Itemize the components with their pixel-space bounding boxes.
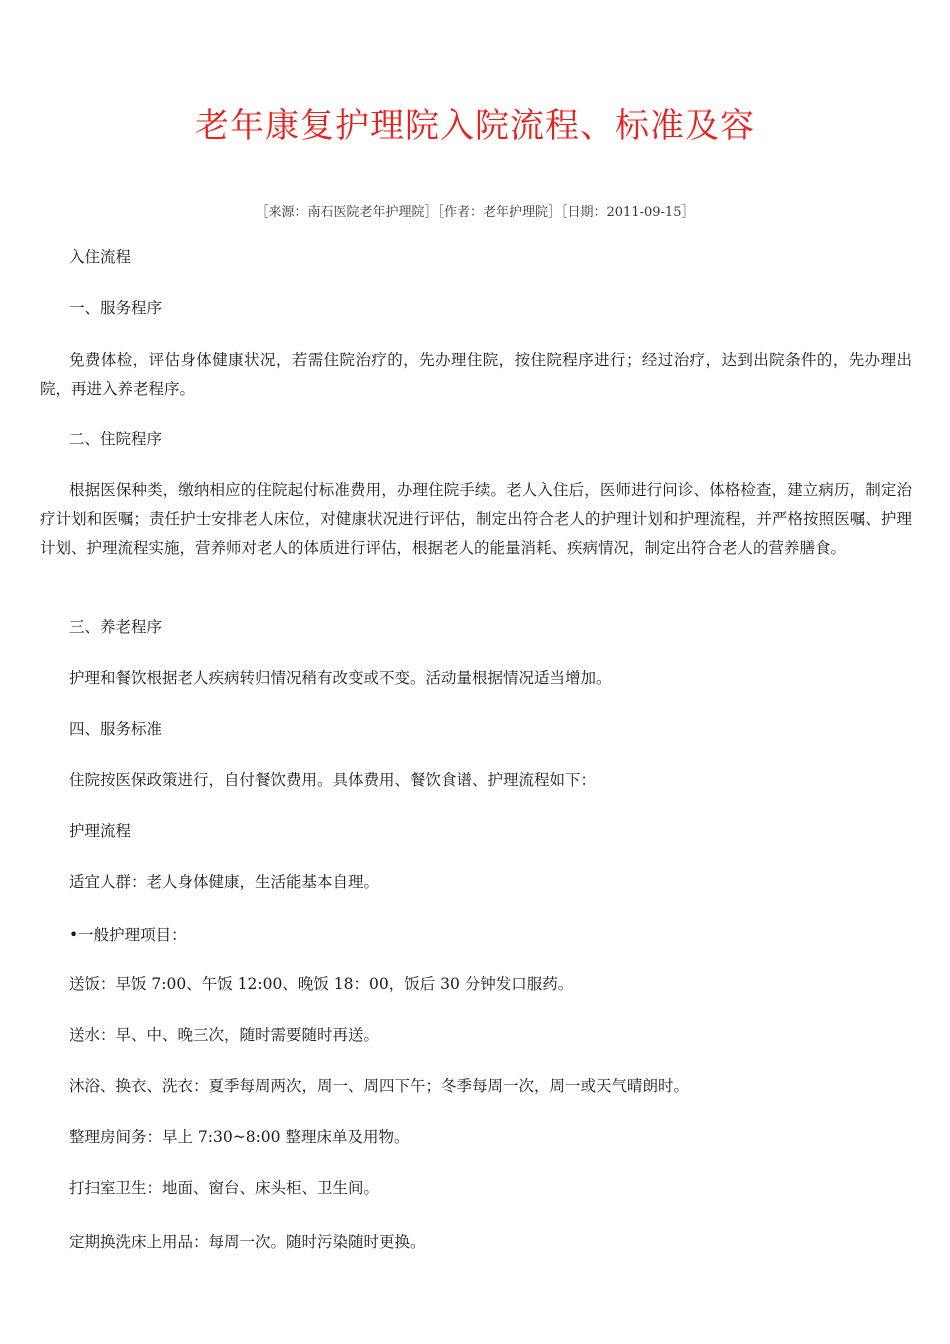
- paragraph-service-standard: 住院按医保政策进行，自付餐饮费用。具体费用、餐饮食谱、护理流程如下：: [69, 771, 597, 789]
- paragraph-hospitalization-procedure: 根据医保种类，缴纳相应的住院起付标准费用，办理住院手续。老人入住后，医师进行问诊、体格检查，建立病历，制定治疗计划和医嘱；责任护士安排老人床位，对健康状况进行评估，制定出符合老人的护理计划和护理流程，并严格按照医嘱、护理计划、护理流程实施，营养师对老人的体质进行评估，根据老人的能量消耗、疾病情况，制定出符合老人的营养膳食。: [40, 481, 912, 557]
- paragraph-elderly-care-procedure: 护理和餐饮根据老人疾病转归情况稍有改变或不变。活动量根据情况适当增加。: [69, 669, 612, 687]
- paragraph-service-procedure: 免费体检，评估身体健康状况，若需住院治疗的，先办理住院，按住院程序进行；经过治疗，达到出院条件的，先办理出院，再进入养老程序。: [40, 351, 912, 398]
- heading-service-standard: 四、服务标准: [69, 720, 163, 738]
- heading-admission-process: 入住流程: [69, 248, 132, 266]
- list-item-bathing-laundry: 沐浴、换衣、洗衣：夏季每周两次，周一、周四下午；冬季每周一次，周一或天气晴朗时。: [69, 1077, 690, 1095]
- list-item-meal-delivery: 送饭：早饭 7:00、午饭 12:00、晚饭 18：00，饭后 30 分钟发口服药。: [69, 975, 574, 993]
- heading-hospitalization-procedure: 二、住院程序: [69, 430, 163, 448]
- list-item-room-tidying: 整理房间务：早上 7:30~8:00 整理床单及用物。: [69, 1128, 410, 1146]
- list-heading-general-care: •一般护理项目：: [69, 926, 187, 944]
- list-item-room-cleaning: 打扫室卫生：地面、窗台、床头柜、卫生间。: [69, 1179, 380, 1197]
- heading-nursing-process: 护理流程: [69, 822, 132, 840]
- document-title: 老年康复护理院入院流程、标准及容: [195, 106, 755, 146]
- heading-service-procedure: 一、服务程序: [69, 299, 163, 317]
- paragraph-suitable-group: 适宜人群：老人身体健康，生活能基本自理。: [69, 873, 380, 891]
- list-item-bedding-change: 定期换洗床上用品：每周一次。随时污染随时更换。: [69, 1233, 426, 1251]
- list-item-water-delivery: 送水：早、中、晚三次，随时需要随时再送。: [69, 1026, 380, 1044]
- document-meta-line: ［来源：南石医院老年护理院］［作者：老年护理院］［日期：2011-09-15］: [255, 205, 695, 220]
- heading-elderly-care-procedure: 三、养老程序: [69, 618, 163, 636]
